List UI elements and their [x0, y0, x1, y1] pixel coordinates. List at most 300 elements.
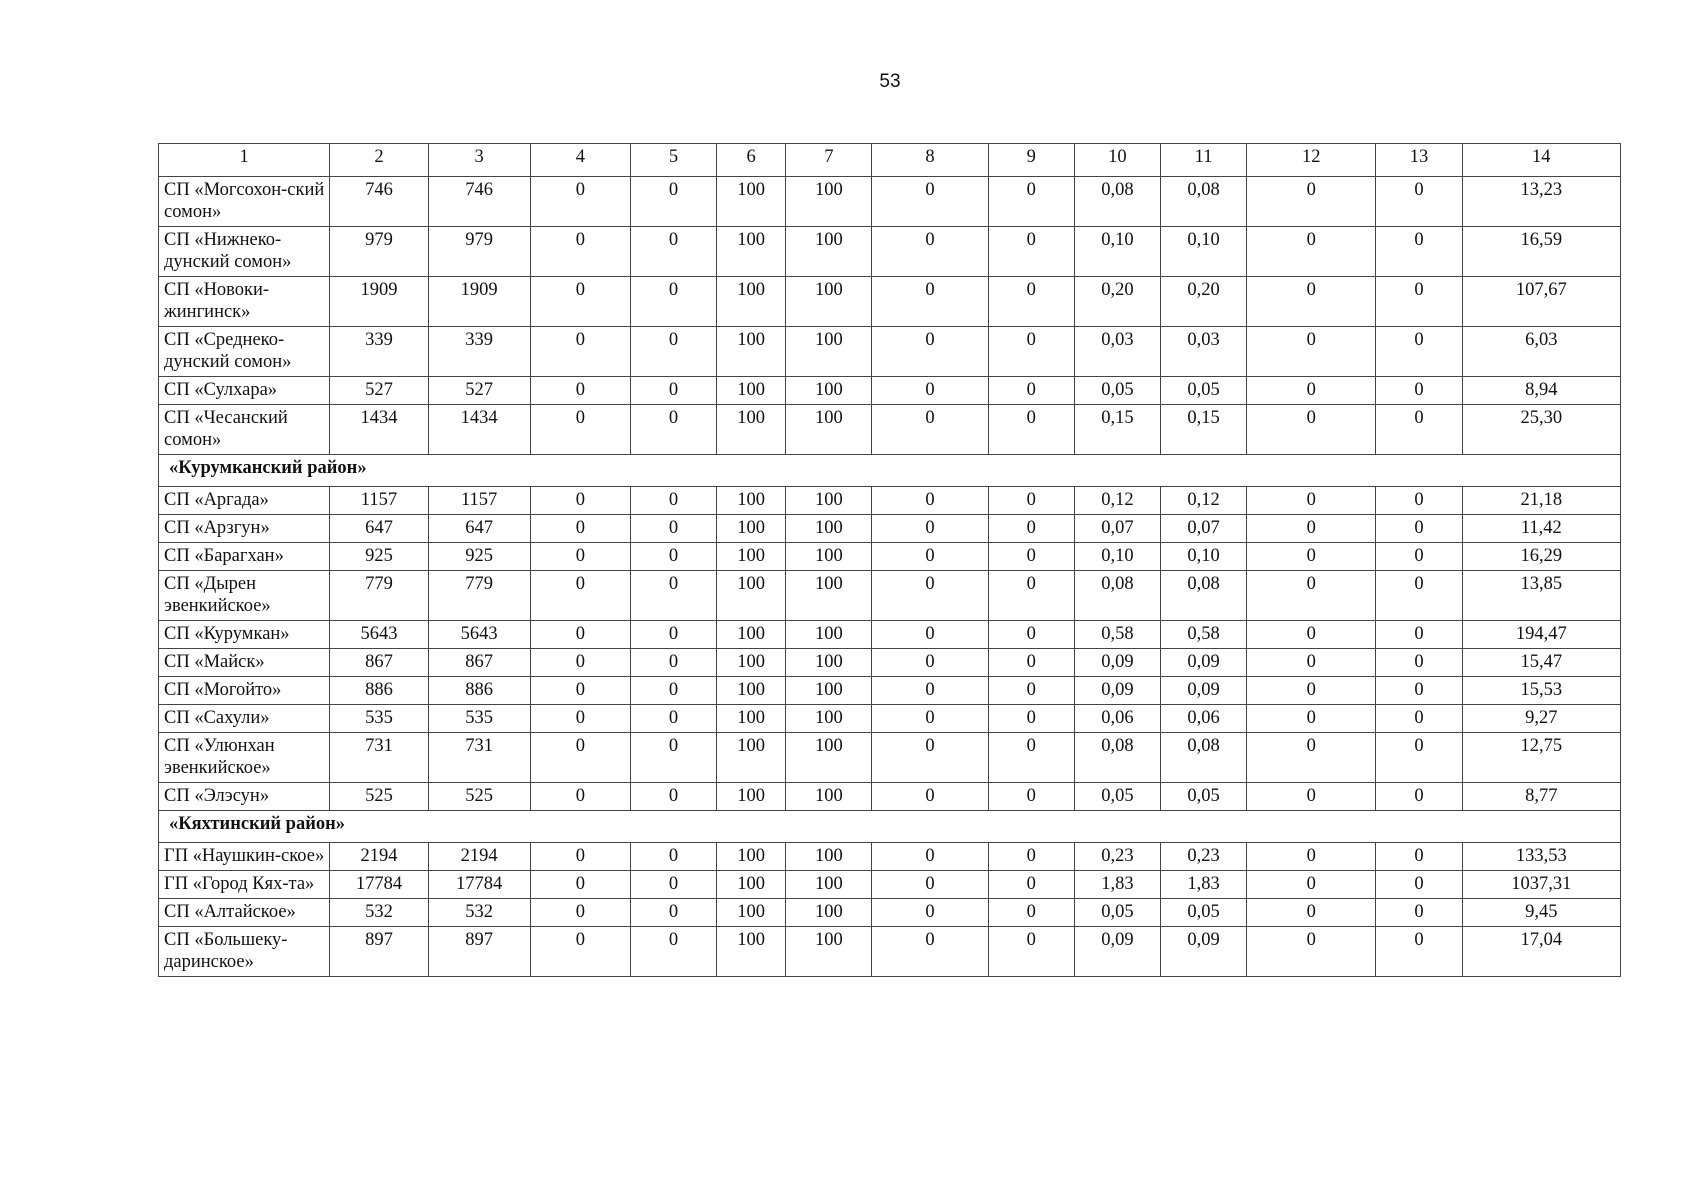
table-cell: 9,45: [1462, 899, 1620, 927]
table-cell: 925: [428, 543, 530, 571]
table-cell: 0,06: [1074, 705, 1160, 733]
table-cell: 100: [786, 733, 872, 783]
settlement-name: СП «Новоки-жингинск»: [159, 277, 330, 327]
table-cell: 0: [1247, 705, 1376, 733]
table-cell: 8,94: [1462, 377, 1620, 405]
settlement-name: СП «Барагхан»: [159, 543, 330, 571]
table-cell: 0: [1247, 487, 1376, 515]
table-cell: 0: [1247, 227, 1376, 277]
table-cell: 0,08: [1074, 177, 1160, 227]
table-cell: 0: [530, 649, 630, 677]
settlement-name: СП «Могойто»: [159, 677, 330, 705]
table-cell: 100: [786, 705, 872, 733]
table-cell: 0: [1376, 871, 1462, 899]
table-cell: 16,29: [1462, 543, 1620, 571]
table-cell: 0: [872, 571, 988, 621]
table-cell: 0: [1247, 843, 1376, 871]
table-cell: 0: [872, 677, 988, 705]
table-cell: 0: [988, 515, 1074, 543]
section-row: [159, 455, 1621, 487]
table-cell: 0: [630, 677, 716, 705]
settlement-name: СП «Сахули»: [159, 705, 330, 733]
table-cell: 100: [717, 871, 786, 899]
table-cell: 0: [988, 571, 1074, 621]
table-cell: 1434: [330, 405, 428, 455]
table-cell: 0: [630, 871, 716, 899]
table-cell: 100: [717, 277, 786, 327]
table-cell: 0: [530, 899, 630, 927]
table-cell: 0: [1376, 515, 1462, 543]
table-cell: 100: [717, 571, 786, 621]
table-cell: 0,09: [1161, 677, 1247, 705]
table-cell: 979: [428, 227, 530, 277]
table-cell: 0: [1247, 515, 1376, 543]
table-cell: 0,20: [1074, 277, 1160, 327]
column-header: 6: [717, 144, 786, 177]
table-cell: 100: [717, 515, 786, 543]
table-cell: 100: [786, 487, 872, 515]
table-row: [159, 327, 1621, 377]
table-cell: 0: [872, 843, 988, 871]
table-cell: 0: [872, 783, 988, 811]
settlement-name: СП «Среднеко-дунский сомон»: [159, 327, 330, 377]
table-cell: 0: [872, 927, 988, 977]
table-cell: 0: [988, 227, 1074, 277]
table-cell: 0: [1247, 677, 1376, 705]
table-cell: 0: [630, 571, 716, 621]
table-cell: 0,09: [1074, 677, 1160, 705]
table-cell: 0: [530, 515, 630, 543]
table-cell: 0: [630, 405, 716, 455]
table-cell: 0: [1376, 621, 1462, 649]
table-cell: 100: [717, 843, 786, 871]
table-cell: 100: [786, 377, 872, 405]
column-header: 1: [159, 144, 330, 177]
table-cell: 0: [630, 843, 716, 871]
table-cell: 0: [988, 377, 1074, 405]
table-cell: 100: [717, 621, 786, 649]
table-cell: 100: [717, 327, 786, 377]
table-cell: 0: [872, 649, 988, 677]
table-cell: 0: [872, 377, 988, 405]
table-cell: 0: [1376, 783, 1462, 811]
table-row: [159, 677, 1621, 705]
table-cell: 0: [988, 733, 1074, 783]
table-cell: 746: [330, 177, 428, 227]
table-row: [159, 843, 1621, 871]
table-cell: 100: [786, 543, 872, 571]
table-cell: 647: [428, 515, 530, 543]
table-cell: 647: [330, 515, 428, 543]
table-row: [159, 277, 1621, 327]
table-cell: 0: [630, 705, 716, 733]
settlement-name: СП «Улюнхан эвенкийское»: [159, 733, 330, 783]
table-cell: 0,58: [1161, 621, 1247, 649]
table-cell: 0: [1247, 543, 1376, 571]
table-cell: 1157: [428, 487, 530, 515]
table-cell: 0: [1376, 705, 1462, 733]
column-header: 3: [428, 144, 530, 177]
table-cell: 0,08: [1074, 733, 1160, 783]
table-cell: 0: [1376, 899, 1462, 927]
table-cell: 100: [786, 571, 872, 621]
settlement-name: СП «Сулхара»: [159, 377, 330, 405]
table-cell: 0: [872, 621, 988, 649]
table-cell: 0: [530, 843, 630, 871]
table-cell: 100: [786, 405, 872, 455]
page-number: 53: [879, 71, 901, 92]
table-cell: 0: [630, 621, 716, 649]
table-cell: 12,75: [1462, 733, 1620, 783]
table-cell: 5643: [428, 621, 530, 649]
table-cell: 100: [717, 227, 786, 277]
table-cell: 0: [872, 277, 988, 327]
section-title: «Курумканский район»: [159, 455, 1621, 487]
table-row: [159, 177, 1621, 227]
table-cell: 0: [988, 405, 1074, 455]
table-cell: 1157: [330, 487, 428, 515]
table-cell: 100: [717, 705, 786, 733]
table-cell: 0: [630, 277, 716, 327]
table-cell: 15,47: [1462, 649, 1620, 677]
table-cell: 0,09: [1161, 927, 1247, 977]
table-cell: 0: [872, 543, 988, 571]
table-cell: 0,05: [1074, 783, 1160, 811]
table-cell: 100: [786, 227, 872, 277]
table-cell: 100: [717, 783, 786, 811]
table-cell: 16,59: [1462, 227, 1620, 277]
table-cell: 0: [630, 515, 716, 543]
data-table: [158, 143, 1621, 977]
table-cell: 0,05: [1161, 899, 1247, 927]
table-cell: 525: [330, 783, 428, 811]
table-cell: 1,83: [1161, 871, 1247, 899]
table-cell: 2194: [330, 843, 428, 871]
table-cell: 0: [1376, 177, 1462, 227]
table-cell: 0: [1247, 899, 1376, 927]
table-cell: 339: [330, 327, 428, 377]
table-cell: 0,05: [1161, 377, 1247, 405]
table-cell: 0: [530, 733, 630, 783]
table-cell: 0,10: [1161, 543, 1247, 571]
table-cell: 0: [1247, 277, 1376, 327]
table-cell: 0: [988, 927, 1074, 977]
table-row: [159, 649, 1621, 677]
table-cell: 0: [530, 487, 630, 515]
table-row: [159, 621, 1621, 649]
section-title: «Кяхтинский район»: [159, 811, 1621, 843]
table-cell: 0: [1247, 571, 1376, 621]
table-cell: 0: [1247, 733, 1376, 783]
table-cell: 0: [530, 327, 630, 377]
table-cell: 532: [330, 899, 428, 927]
table-row: [159, 227, 1621, 277]
table-cell: 0: [630, 543, 716, 571]
table-cell: 100: [717, 177, 786, 227]
table-cell: 0: [1247, 649, 1376, 677]
table-cell: 0: [630, 783, 716, 811]
table-row: [159, 405, 1621, 455]
table-cell: 0,08: [1161, 733, 1247, 783]
table-cell: 979: [330, 227, 428, 277]
table-cell: 867: [428, 649, 530, 677]
column-header: 4: [530, 144, 630, 177]
table-row: [159, 705, 1621, 733]
table-cell: 0: [988, 705, 1074, 733]
table-cell: 100: [786, 783, 872, 811]
table-cell: 0: [530, 621, 630, 649]
table-cell: 0: [872, 705, 988, 733]
table-cell: 867: [330, 649, 428, 677]
table-cell: 0: [1376, 227, 1462, 277]
table-cell: 17784: [330, 871, 428, 899]
table-cell: 897: [330, 927, 428, 977]
table-cell: 100: [786, 927, 872, 977]
table-cell: 0: [1376, 487, 1462, 515]
table-cell: 100: [786, 899, 872, 927]
table-cell: 731: [330, 733, 428, 783]
column-header: 13: [1376, 144, 1462, 177]
table-cell: 0: [988, 677, 1074, 705]
table-cell: 133,53: [1462, 843, 1620, 871]
table-cell: 746: [428, 177, 530, 227]
table-cell: 0,12: [1161, 487, 1247, 515]
table-cell: 0: [1247, 177, 1376, 227]
table-cell: 100: [717, 377, 786, 405]
settlement-name: СП «Могсохон-ский сомон»: [159, 177, 330, 227]
table-cell: 17,04: [1462, 927, 1620, 977]
table-row: [159, 899, 1621, 927]
table-cell: 0: [1247, 927, 1376, 977]
table-cell: 2194: [428, 843, 530, 871]
table-cell: 100: [717, 487, 786, 515]
table-cell: 9,27: [1462, 705, 1620, 733]
table-cell: 0: [630, 733, 716, 783]
table-cell: 13,85: [1462, 571, 1620, 621]
table-cell: 0: [1376, 677, 1462, 705]
table-cell: 0: [1247, 621, 1376, 649]
settlement-name: СП «Алтайское»: [159, 899, 330, 927]
table-cell: 0: [530, 227, 630, 277]
table-cell: 0,09: [1161, 649, 1247, 677]
table-cell: 0: [1247, 377, 1376, 405]
table-cell: 194,47: [1462, 621, 1620, 649]
table-cell: 339: [428, 327, 530, 377]
table-cell: 0: [1247, 405, 1376, 455]
column-header: 7: [786, 144, 872, 177]
table-cell: 100: [786, 649, 872, 677]
table-cell: 17784: [428, 871, 530, 899]
table-cell: 0: [530, 177, 630, 227]
table-cell: 886: [428, 677, 530, 705]
table-row: [159, 543, 1621, 571]
table-cell: 0: [872, 327, 988, 377]
table-cell: 0,10: [1074, 227, 1160, 277]
table-cell: 535: [428, 705, 530, 733]
table-cell: 0: [530, 927, 630, 977]
table-cell: 779: [330, 571, 428, 621]
table-cell: 0: [1376, 543, 1462, 571]
table-cell: 0,09: [1074, 649, 1160, 677]
table-cell: 0,05: [1074, 899, 1160, 927]
table-cell: 0: [630, 227, 716, 277]
table-cell: 0: [530, 571, 630, 621]
settlement-name: ГП «Город Кях-та»: [159, 871, 330, 899]
table-cell: 107,67: [1462, 277, 1620, 327]
table-cell: 0: [1376, 649, 1462, 677]
settlement-name: СП «Элэсун»: [159, 783, 330, 811]
table-cell: 0: [630, 327, 716, 377]
table-cell: 0: [1247, 327, 1376, 377]
table-cell: 0: [988, 327, 1074, 377]
table-cell: 0: [1376, 927, 1462, 977]
table-row: [159, 571, 1621, 621]
table-cell: 0: [1376, 405, 1462, 455]
table-cell: 0,08: [1161, 177, 1247, 227]
table-cell: 0,58: [1074, 621, 1160, 649]
table-row: [159, 377, 1621, 405]
table-cell: 0,23: [1161, 843, 1247, 871]
table-cell: 0: [988, 783, 1074, 811]
table-cell: 527: [330, 377, 428, 405]
table-cell: 0,15: [1161, 405, 1247, 455]
table-cell: 0: [1376, 571, 1462, 621]
settlement-name: СП «Арзгун»: [159, 515, 330, 543]
table-cell: 0: [530, 783, 630, 811]
table-cell: 0: [872, 487, 988, 515]
table-cell: 779: [428, 571, 530, 621]
table-cell: 0: [872, 899, 988, 927]
table-cell: 0: [988, 649, 1074, 677]
settlement-name: ГП «Наушкин-ское»: [159, 843, 330, 871]
table-cell: 925: [330, 543, 428, 571]
table-cell: 0: [872, 515, 988, 543]
table-cell: 1,83: [1074, 871, 1160, 899]
table-cell: 0: [872, 177, 988, 227]
table-cell: 5643: [330, 621, 428, 649]
table-cell: 0: [988, 843, 1074, 871]
table-cell: 0,23: [1074, 843, 1160, 871]
table-cell: 0: [630, 377, 716, 405]
table-cell: 535: [330, 705, 428, 733]
table-row: [159, 733, 1621, 783]
table-cell: 525: [428, 783, 530, 811]
settlement-name: СП «Большеку-даринское»: [159, 927, 330, 977]
table-cell: 0: [530, 871, 630, 899]
table-cell: 100: [717, 899, 786, 927]
table-cell: 0: [630, 177, 716, 227]
column-header: 2: [330, 144, 428, 177]
table-cell: 0,10: [1161, 227, 1247, 277]
table-header-row: [159, 144, 1621, 177]
table-cell: 0,03: [1161, 327, 1247, 377]
settlement-name: СП «Дырен эвенкийское»: [159, 571, 330, 621]
table-cell: 0: [630, 927, 716, 977]
table-cell: 100: [717, 543, 786, 571]
table-cell: 100: [717, 927, 786, 977]
column-header: 5: [630, 144, 716, 177]
table-cell: 100: [717, 733, 786, 783]
table-cell: 0: [630, 487, 716, 515]
settlement-name: СП «Курумкан»: [159, 621, 330, 649]
table-cell: 0: [530, 377, 630, 405]
section-row: [159, 811, 1621, 843]
table-cell: 0: [530, 705, 630, 733]
table-cell: 100: [786, 677, 872, 705]
table-cell: 25,30: [1462, 405, 1620, 455]
table-cell: 0: [1376, 843, 1462, 871]
table-cell: 0: [988, 487, 1074, 515]
table-cell: 897: [428, 927, 530, 977]
table-cell: 0,20: [1161, 277, 1247, 327]
table-cell: 0: [1376, 733, 1462, 783]
table-cell: 0,07: [1161, 515, 1247, 543]
table-cell: 8,77: [1462, 783, 1620, 811]
table-cell: 0: [988, 177, 1074, 227]
table-cell: 0,05: [1161, 783, 1247, 811]
column-header: 12: [1247, 144, 1376, 177]
table-cell: 0: [988, 621, 1074, 649]
table-cell: 0: [530, 677, 630, 705]
column-header: 10: [1074, 144, 1160, 177]
table-row: [159, 515, 1621, 543]
table-row: [159, 487, 1621, 515]
table-cell: 100: [786, 327, 872, 377]
table-cell: 0: [872, 227, 988, 277]
table-cell: 0: [530, 277, 630, 327]
table-cell: 0,10: [1074, 543, 1160, 571]
table-cell: 0: [630, 649, 716, 677]
table-cell: 0,09: [1074, 927, 1160, 977]
table-cell: 100: [786, 621, 872, 649]
table-cell: 0,08: [1161, 571, 1247, 621]
table-cell: 100: [786, 515, 872, 543]
settlement-name: СП «Майск»: [159, 649, 330, 677]
table-cell: 100: [717, 405, 786, 455]
column-header: 9: [988, 144, 1074, 177]
settlement-name: СП «Аргада»: [159, 487, 330, 515]
column-header: 11: [1161, 144, 1247, 177]
table-cell: 0,05: [1074, 377, 1160, 405]
table-cell: 100: [786, 177, 872, 227]
table-cell: 1909: [330, 277, 428, 327]
settlement-name: СП «Чесанский сомон»: [159, 405, 330, 455]
table-cell: 1434: [428, 405, 530, 455]
table-cell: 886: [330, 677, 428, 705]
table-cell: 0: [988, 277, 1074, 327]
table-cell: 100: [786, 277, 872, 327]
table-cell: 21,18: [1462, 487, 1620, 515]
table-cell: 0: [988, 871, 1074, 899]
table-cell: 0,08: [1074, 571, 1160, 621]
table-cell: 13,23: [1462, 177, 1620, 227]
table-cell: 0: [1376, 327, 1462, 377]
table-cell: 731: [428, 733, 530, 783]
table-cell: 0: [630, 899, 716, 927]
column-header: 14: [1462, 144, 1620, 177]
table-cell: 100: [786, 843, 872, 871]
table-cell: 0: [988, 899, 1074, 927]
table-cell: 0: [1376, 277, 1462, 327]
table-cell: 0: [872, 871, 988, 899]
table-cell: 15,53: [1462, 677, 1620, 705]
table-cell: 527: [428, 377, 530, 405]
table-cell: 100: [717, 677, 786, 705]
column-header: 8: [872, 144, 988, 177]
table-row: [159, 927, 1621, 977]
table-cell: 0: [530, 405, 630, 455]
table-cell: 100: [717, 649, 786, 677]
